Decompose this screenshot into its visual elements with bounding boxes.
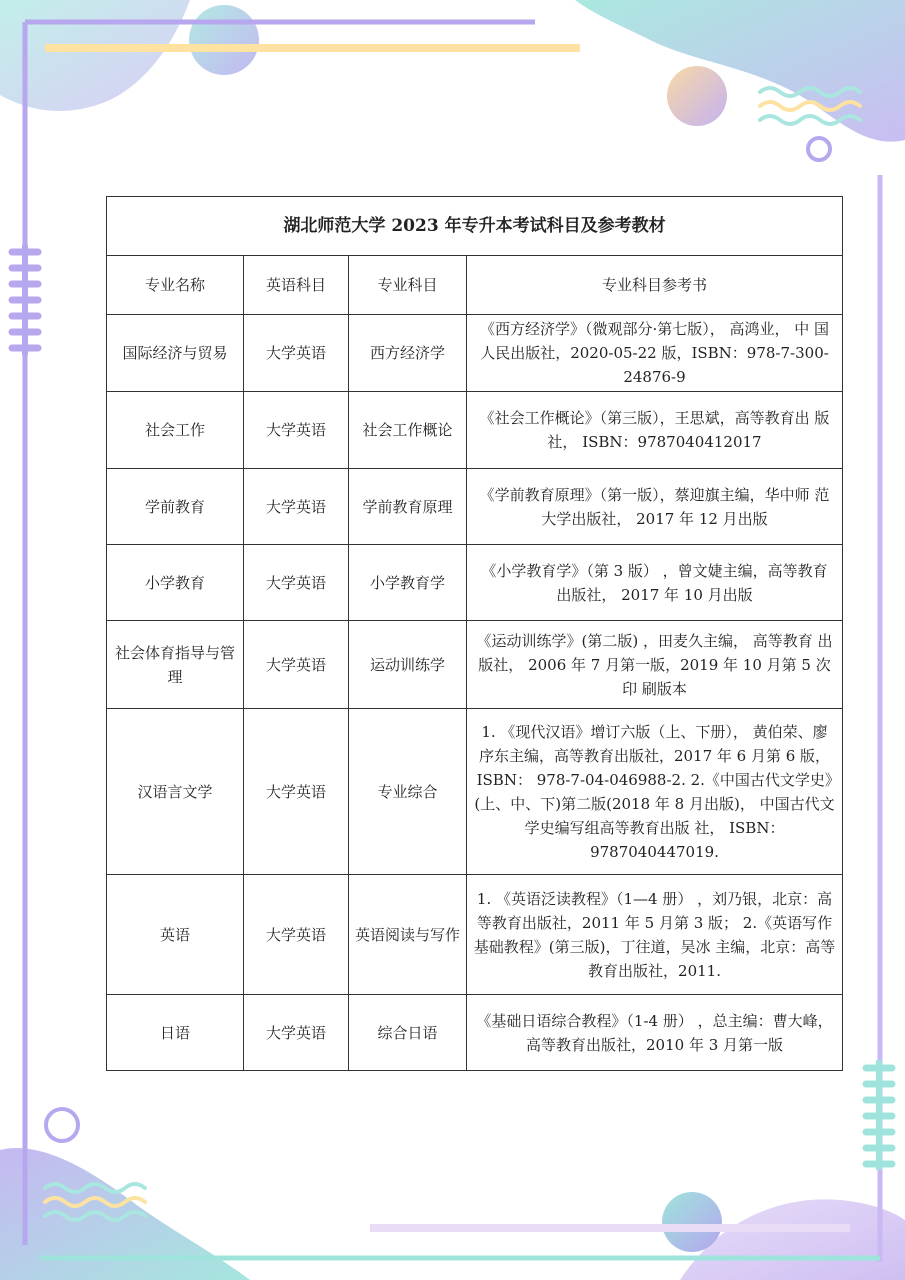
subject-cell: 学前教育原理 <box>349 469 467 545</box>
subject-cell: 运动训练学 <box>349 621 467 709</box>
english-cell: 大学英语 <box>244 995 349 1071</box>
english-cell: 大学英语 <box>244 469 349 545</box>
major-cell: 学前教育 <box>107 469 244 545</box>
table-row <box>107 315 843 392</box>
reference-cell: 《学前教育原理》（第一版），蔡迎旗主编，华中师 范大学出版社， 2017 年 12 月出版 <box>467 469 843 545</box>
reference-cell: 《社会工作概论》（第三版），王思斌，高等教育出 版社， ISBN：9787040412017 <box>467 392 843 469</box>
english-cell: 大学英语 <box>244 545 349 621</box>
english-cell: 大学英语 <box>244 315 349 392</box>
major-cell: 英语 <box>107 875 244 995</box>
subjects-table <box>106 196 843 1071</box>
subject-cell: 专业综合 <box>349 709 467 875</box>
table-row <box>107 995 843 1071</box>
major-cell: 社会工作 <box>107 392 244 469</box>
table-row <box>107 621 843 709</box>
subject-cell: 小学教育学 <box>349 545 467 621</box>
reference-cell: 《运动训练学》(第二版) ，田麦久主编， 高等教育 出版社， 2006 年 7 月第一版，2019 年 10 月第 5 次印 刷版本 <box>467 621 843 709</box>
reference-cell: 《西方经济学》（微观部分·第七版）， 高鸿业， 中 国人民出版社，2020-05-22 版，ISBN：978-7-300-24876-9 <box>467 315 843 392</box>
table-row <box>107 392 843 469</box>
column-header: 专业名称 <box>107 256 244 315</box>
table-row <box>107 875 843 995</box>
subject-cell: 西方经济学 <box>349 315 467 392</box>
column-header: 专业科目 <box>349 256 467 315</box>
major-cell: 国际经济与贸易 <box>107 315 244 392</box>
table-row <box>107 545 843 621</box>
major-cell: 小学教育 <box>107 545 244 621</box>
major-cell: 日语 <box>107 995 244 1071</box>
table-row <box>107 709 843 875</box>
english-cell: 大学英语 <box>244 392 349 469</box>
header-row <box>107 256 843 315</box>
column-header: 英语科目 <box>244 256 349 315</box>
major-cell: 社会体育指导与管理 <box>107 621 244 709</box>
reference-cell: 1. 《现代汉语》增订六版（上、下册）， 黄伯荣、廖 序东主编，高等教育出版社，2017 年 6 月第 6 版，ISBN： 978-7-04-046988-2. 2.《中国古代文学史》(上、中、下)第二版(2018 年 8 月出版)， 中国古代文学史编写组高等教育出版 社， ISBN：9787040447019. <box>467 709 843 875</box>
major-cell: 汉语言文学 <box>107 709 244 875</box>
reference-cell: 《基础日语综合教程》（1-4 册） ，总主编：曹大峰， 高等教育出版社，2010 年 3 月第一版 <box>467 995 843 1071</box>
english-cell: 大学英语 <box>244 621 349 709</box>
column-header: 专业科目参考书 <box>467 256 843 315</box>
subject-cell: 社会工作概论 <box>349 392 467 469</box>
english-cell: 大学英语 <box>244 709 349 875</box>
subject-cell: 英语阅读与写作 <box>349 875 467 995</box>
english-cell: 大学英语 <box>244 875 349 995</box>
reference-cell: 《小学教育学》（第 3 版） ，曾文婕主编，高等教育 出版社， 2017 年 10 月出版 <box>467 545 843 621</box>
title-row <box>107 197 843 256</box>
table-title: 湖北师范大学 2023 年专升本考试科目及参考教材 <box>107 197 843 256</box>
subject-cell: 综合日语 <box>349 995 467 1071</box>
reference-cell: 1. 《英语泛读教程》（1—4 册） ，刘乃银，北京：高 等教育出版社，2011 年 5 月第 3 版； 2.《英语写作基础教程》(第三版)，丁往道，吴冰 主编，北京：高等教育出版社，2011. <box>467 875 843 995</box>
table-row <box>107 469 843 545</box>
